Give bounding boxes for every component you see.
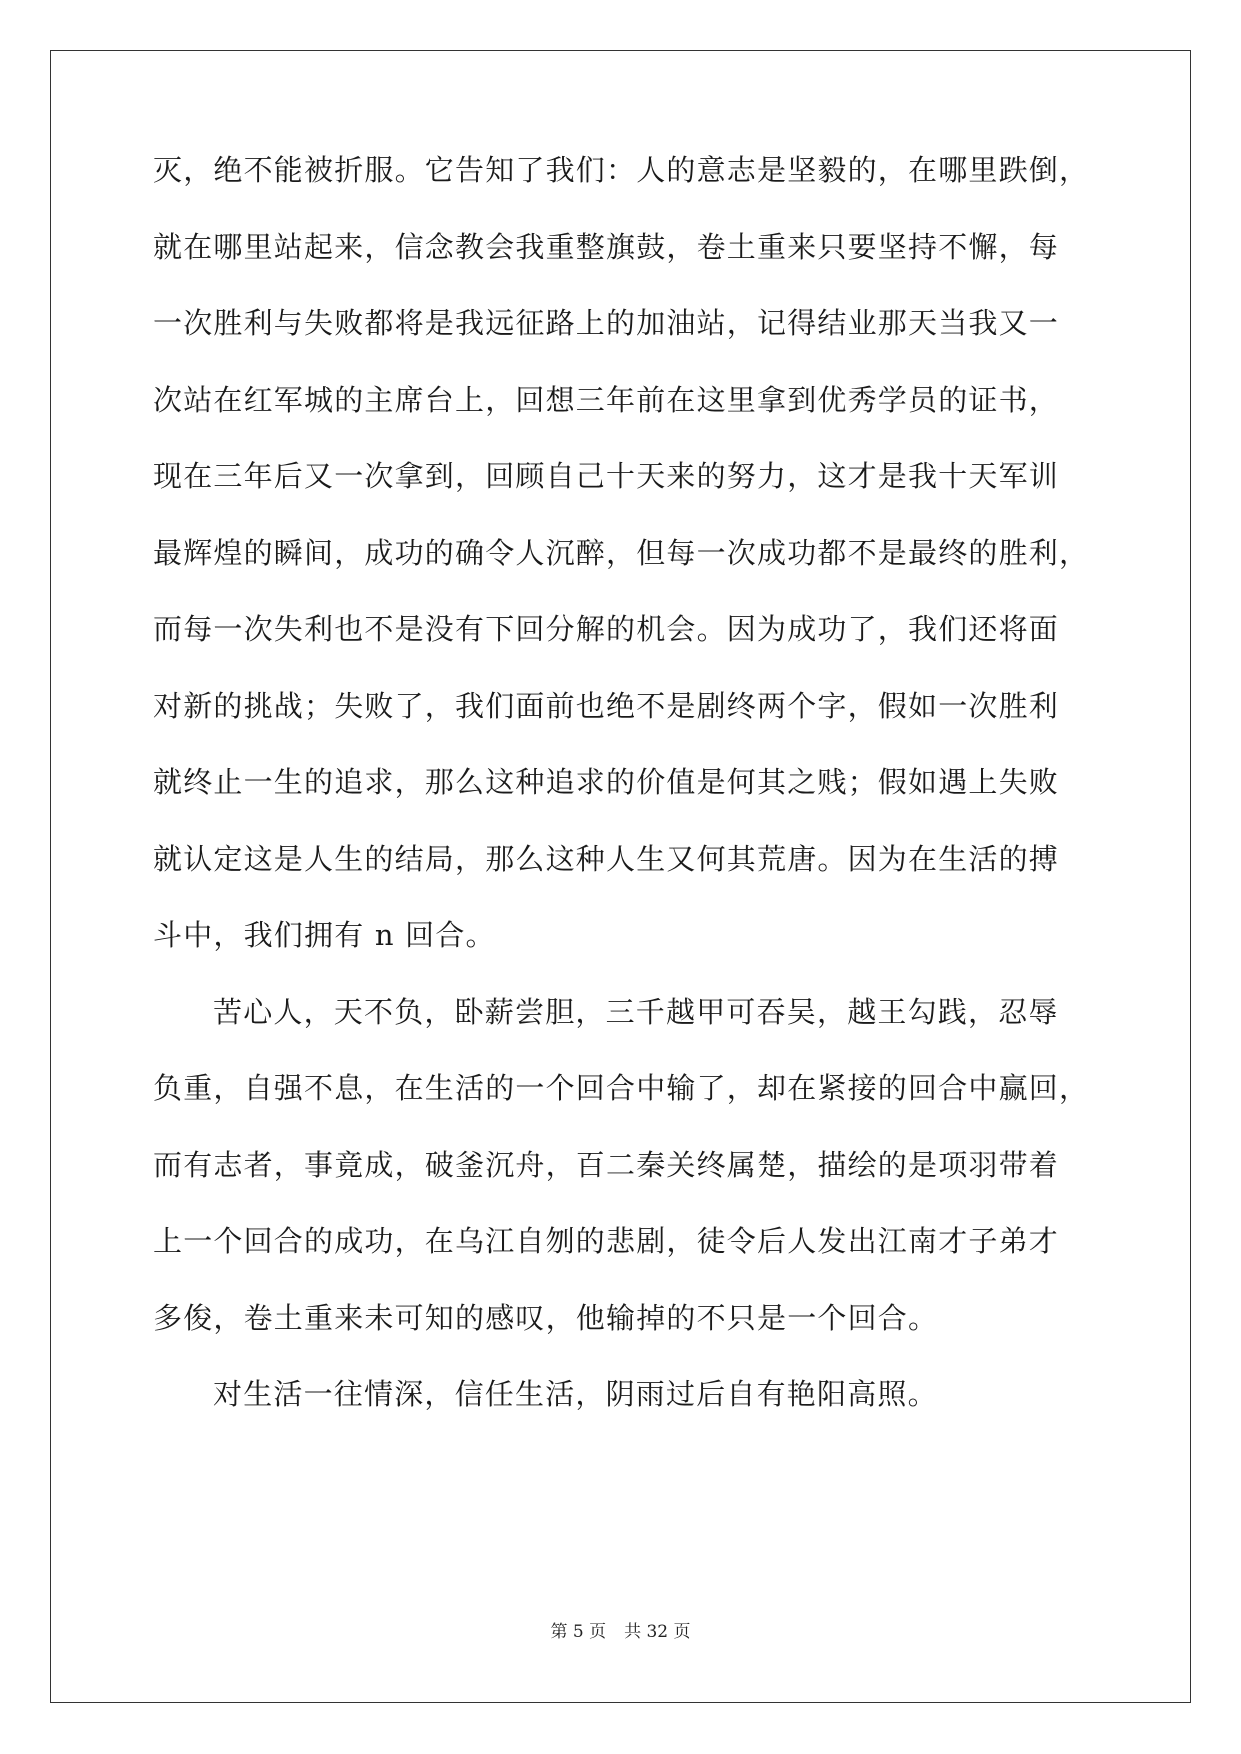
text-line: 次站在红军城的主席台上，回想三年前在这里拿到优秀学员的证书， [153,383,1060,417]
text-line: 苦心人，天不负，卧薪尝胆，三千越甲可吞吴，越王勾践，忍辱 [213,995,1059,1029]
page-border [50,50,1191,1703]
total-pages: 共 32 页 [624,1622,691,1642]
text-line: 而有志者，事竟成，破釜沉舟，百二秦关终属楚，描绘的是项羽带着 [153,1148,1060,1182]
text-line: 就在哪里站起来，信念教会我重整旗鼓，卷土重来只要坚持不懈，每 [153,230,1060,264]
text-line: 斗中，我们拥有 n 回合。 [153,918,496,952]
page-footer [0,1622,1241,1642]
text-line: 而每一次失利也不是没有下回分解的机会。因为成功了，我们还将面 [153,612,1060,646]
text-line: 负重，自强不息，在生活的一个回合中输了，却在紧接的回合中赢回， [153,1071,1090,1105]
text-line: 灭，绝不能被折服。它告知了我们：人的意志是坚毅的，在哪里跌倒， [153,153,1090,187]
page-number: 第 5 页 [550,1622,607,1642]
text-line: 对生活一往情深，信任生活，阴雨过后自有艳阳高照。 [213,1377,938,1411]
text-line: 对新的挑战；失败了，我们面前也绝不是剧终两个字，假如一次胜利 [153,689,1060,723]
text-line: 最辉煌的瞬间，成功的确令人沉醉，但每一次成功都不是最终的胜利， [153,536,1090,570]
text-line: 就认定这是人生的结局，那么这种人生又何其荒唐。因为在生活的搏 [153,842,1060,876]
text-line: 就终止一生的追求，那么这种追求的价值是何其之贱；假如遇上失败 [153,765,1060,799]
text-line: 一次胜利与失败都将是我远征路上的加油站，记得结业那天当我又一 [153,306,1060,340]
text-line: 现在三年后又一次拿到，回顾自己十天来的努力，这才是我十天军训 [153,459,1060,493]
text-line: 多俊，卷土重来未可知的感叹，他输掉的不只是一个回合。 [153,1301,939,1335]
text-line: 上一个回合的成功，在乌江自刎的悲剧，徒令后人发出江南才子弟才 [153,1224,1060,1258]
